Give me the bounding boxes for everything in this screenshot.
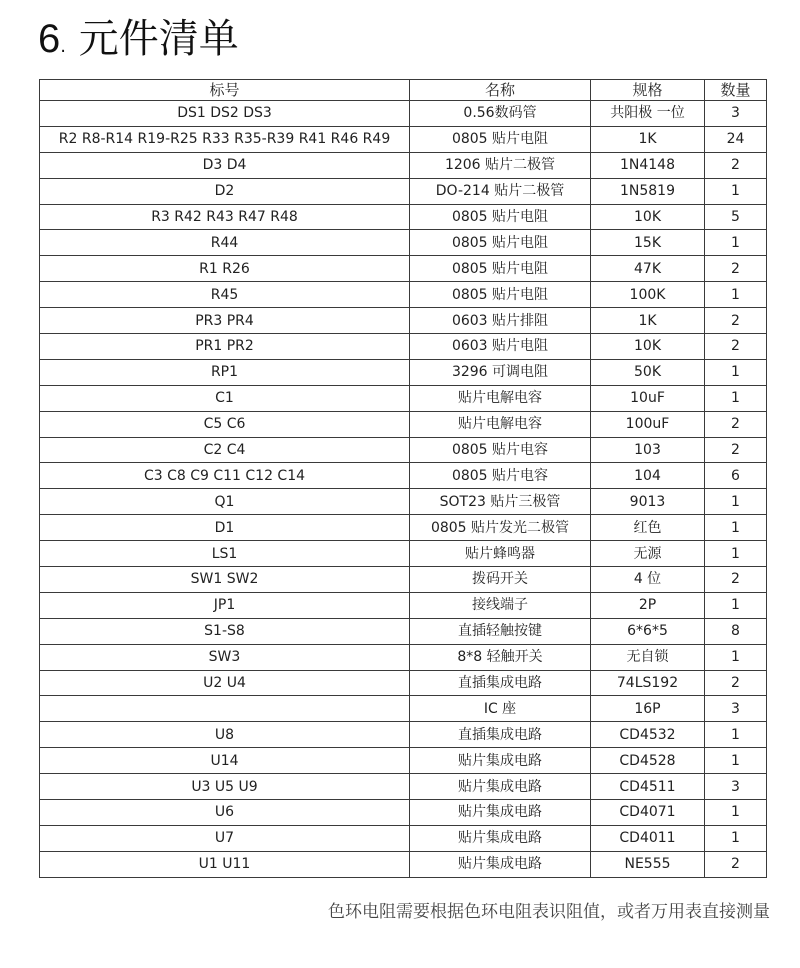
table-row (40, 592, 767, 618)
quantity-cell: 3 (705, 101, 767, 127)
spec-cell: 无源 (591, 541, 705, 567)
quantity-cell: 6 (705, 463, 767, 489)
designator-cell: D1 (40, 515, 410, 541)
designator-cell: S1-S8 (40, 618, 410, 644)
section-number: 6 (38, 17, 61, 61)
name-cell: 0805 贴片电阻 (410, 204, 591, 230)
spec-cell: 50K (591, 359, 705, 385)
spec-cell: CD4511 (591, 774, 705, 800)
name-cell: 0805 贴片电阻 (410, 256, 591, 282)
table-row (40, 670, 767, 696)
table-row (40, 359, 767, 385)
table-row (40, 489, 767, 515)
quantity-cell: 1 (705, 178, 767, 204)
spec-cell: 47K (591, 256, 705, 282)
name-cell: 0805 贴片电阻 (410, 282, 591, 308)
table-row (40, 774, 767, 800)
quantity-cell: 1 (705, 592, 767, 618)
table-row (40, 101, 767, 127)
spec-cell: CD4071 (591, 800, 705, 826)
table-row (40, 825, 767, 851)
quantity-cell: 2 (705, 851, 767, 877)
quantity-cell: 1 (705, 359, 767, 385)
name-cell: 贴片集成电路 (410, 825, 591, 851)
table-row (40, 696, 767, 722)
table-row (40, 204, 767, 230)
table-row (40, 230, 767, 256)
header-designator: 标号 (40, 80, 410, 101)
name-cell: 贴片电解电容 (410, 385, 591, 411)
name-cell: 0603 贴片排阻 (410, 308, 591, 334)
quantity-cell: 1 (705, 515, 767, 541)
spec-cell: 1N5819 (591, 178, 705, 204)
spec-cell: 100K (591, 282, 705, 308)
spec-cell: NE555 (591, 851, 705, 877)
footnote: 色环电阻需要根据色环电阻表识阻值，或者万用表直接测量 (328, 902, 770, 922)
quantity-cell: 2 (705, 334, 767, 360)
name-cell: 0805 贴片电容 (410, 463, 591, 489)
designator-cell: R45 (40, 282, 410, 308)
designator-cell: C1 (40, 385, 410, 411)
table-row (40, 334, 767, 360)
designator-cell: R2 R8-R14 R19-R25 R33 R35-R39 R41 R46 R49 (40, 126, 410, 152)
quantity-cell: 2 (705, 437, 767, 463)
quantity-cell: 1 (705, 385, 767, 411)
name-cell: 0805 贴片发光二极管 (410, 515, 591, 541)
quantity-cell: 2 (705, 256, 767, 282)
spec-cell: 104 (591, 463, 705, 489)
quantity-cell: 3 (705, 774, 767, 800)
name-cell: 贴片集成电路 (410, 748, 591, 774)
table-row (40, 178, 767, 204)
table-row (40, 644, 767, 670)
table-row (40, 256, 767, 282)
designator-cell: R3 R42 R43 R47 R48 (40, 204, 410, 230)
spec-cell: CD4011 (591, 825, 705, 851)
page-title (38, 14, 239, 72)
designator-cell: U6 (40, 800, 410, 826)
table-row (40, 152, 767, 178)
name-cell: 直插集成电路 (410, 722, 591, 748)
name-cell: 接线端子 (410, 592, 591, 618)
designator-cell: SW3 (40, 644, 410, 670)
table-row (40, 385, 767, 411)
quantity-cell: 1 (705, 489, 767, 515)
spec-cell: 103 (591, 437, 705, 463)
quantity-cell: 3 (705, 696, 767, 722)
designator-cell: SW1 SW2 (40, 567, 410, 593)
table-header-row (40, 80, 767, 101)
spec-cell: 1K (591, 308, 705, 334)
quantity-cell: 1 (705, 800, 767, 826)
name-cell: SOT23 贴片三极管 (410, 489, 591, 515)
designator-cell: C5 C6 (40, 411, 410, 437)
spec-cell: 4 位 (591, 567, 705, 593)
designator-cell: Q1 (40, 489, 410, 515)
spec-cell: 红色 (591, 515, 705, 541)
table-row (40, 411, 767, 437)
spec-cell: 16P (591, 696, 705, 722)
designator-cell: U1 U11 (40, 851, 410, 877)
quantity-cell: 1 (705, 541, 767, 567)
spec-cell: CD4532 (591, 722, 705, 748)
name-cell: 拨码开关 (410, 567, 591, 593)
header-quantity: 数量 (705, 80, 767, 101)
component-list-table (39, 79, 767, 878)
header-name: 名称 (410, 80, 591, 101)
designator-cell: U14 (40, 748, 410, 774)
designator-cell: DS1 DS2 DS3 (40, 101, 410, 127)
quantity-cell: 24 (705, 126, 767, 152)
table-row (40, 748, 767, 774)
name-cell: DO-214 贴片二极管 (410, 178, 591, 204)
quantity-cell: 1 (705, 722, 767, 748)
quantity-cell: 2 (705, 411, 767, 437)
table-body (40, 101, 767, 878)
designator-cell: RP1 (40, 359, 410, 385)
spec-cell: 10K (591, 204, 705, 230)
designator-cell: U3 U5 U9 (40, 774, 410, 800)
name-cell: 贴片集成电路 (410, 800, 591, 826)
designator-cell (40, 696, 410, 722)
name-cell: 0805 贴片电阻 (410, 126, 591, 152)
name-cell: 贴片电解电容 (410, 411, 591, 437)
quantity-cell: 1 (705, 748, 767, 774)
name-cell: 0.56数码管 (410, 101, 591, 127)
quantity-cell: 1 (705, 282, 767, 308)
table-row (40, 463, 767, 489)
spec-cell: 15K (591, 230, 705, 256)
designator-cell: U2 U4 (40, 670, 410, 696)
designator-cell: D3 D4 (40, 152, 410, 178)
table-row (40, 722, 767, 748)
spec-cell: 10uF (591, 385, 705, 411)
designator-cell: R1 R26 (40, 256, 410, 282)
designator-cell: D2 (40, 178, 410, 204)
table-row (40, 515, 767, 541)
quantity-cell: 2 (705, 567, 767, 593)
name-cell: 1206 贴片二极管 (410, 152, 591, 178)
quantity-cell: 8 (705, 618, 767, 644)
table-row (40, 282, 767, 308)
spec-cell: 1K (591, 126, 705, 152)
table-row (40, 618, 767, 644)
name-cell: 8*8 轻触开关 (410, 644, 591, 670)
designator-cell: LS1 (40, 541, 410, 567)
spec-cell: 无自锁 (591, 644, 705, 670)
name-cell: IC 座 (410, 696, 591, 722)
section-title: 元件清单 (78, 16, 239, 62)
name-cell: 贴片集成电路 (410, 851, 591, 877)
name-cell: 0805 贴片电阻 (410, 230, 591, 256)
designator-cell: U7 (40, 825, 410, 851)
table-row (40, 437, 767, 463)
quantity-cell: 2 (705, 670, 767, 696)
spec-cell: 9013 (591, 489, 705, 515)
quantity-cell: 2 (705, 152, 767, 178)
spec-cell: CD4528 (591, 748, 705, 774)
quantity-cell: 1 (705, 825, 767, 851)
name-cell: 3296 可调电阻 (410, 359, 591, 385)
designator-cell: U8 (40, 722, 410, 748)
quantity-cell: 1 (705, 230, 767, 256)
table-row (40, 308, 767, 334)
name-cell: 0603 贴片电阻 (410, 334, 591, 360)
spec-cell: 100uF (591, 411, 705, 437)
name-cell: 直插集成电路 (410, 670, 591, 696)
designator-cell: R44 (40, 230, 410, 256)
spec-cell: 共阳极 一位 (591, 101, 705, 127)
table-row (40, 541, 767, 567)
header-spec: 规格 (591, 80, 705, 101)
designator-cell: C3 C8 C9 C11 C12 C14 (40, 463, 410, 489)
quantity-cell: 1 (705, 644, 767, 670)
spec-cell: 2P (591, 592, 705, 618)
designator-cell: JP1 (40, 592, 410, 618)
designator-cell: PR3 PR4 (40, 308, 410, 334)
quantity-cell: 5 (705, 204, 767, 230)
table-row (40, 800, 767, 826)
table-row (40, 851, 767, 877)
spec-cell: 1N4148 (591, 152, 705, 178)
section-dot: . (60, 36, 66, 57)
spec-cell: 10K (591, 334, 705, 360)
spec-cell: 6*6*5 (591, 618, 705, 644)
table-row (40, 126, 767, 152)
designator-cell: C2 C4 (40, 437, 410, 463)
table-row (40, 567, 767, 593)
designator-cell: PR1 PR2 (40, 334, 410, 360)
name-cell: 0805 贴片电容 (410, 437, 591, 463)
quantity-cell: 2 (705, 308, 767, 334)
name-cell: 贴片集成电路 (410, 774, 591, 800)
name-cell: 贴片蜂鸣器 (410, 541, 591, 567)
spec-cell: 74LS192 (591, 670, 705, 696)
name-cell: 直插轻触按键 (410, 618, 591, 644)
